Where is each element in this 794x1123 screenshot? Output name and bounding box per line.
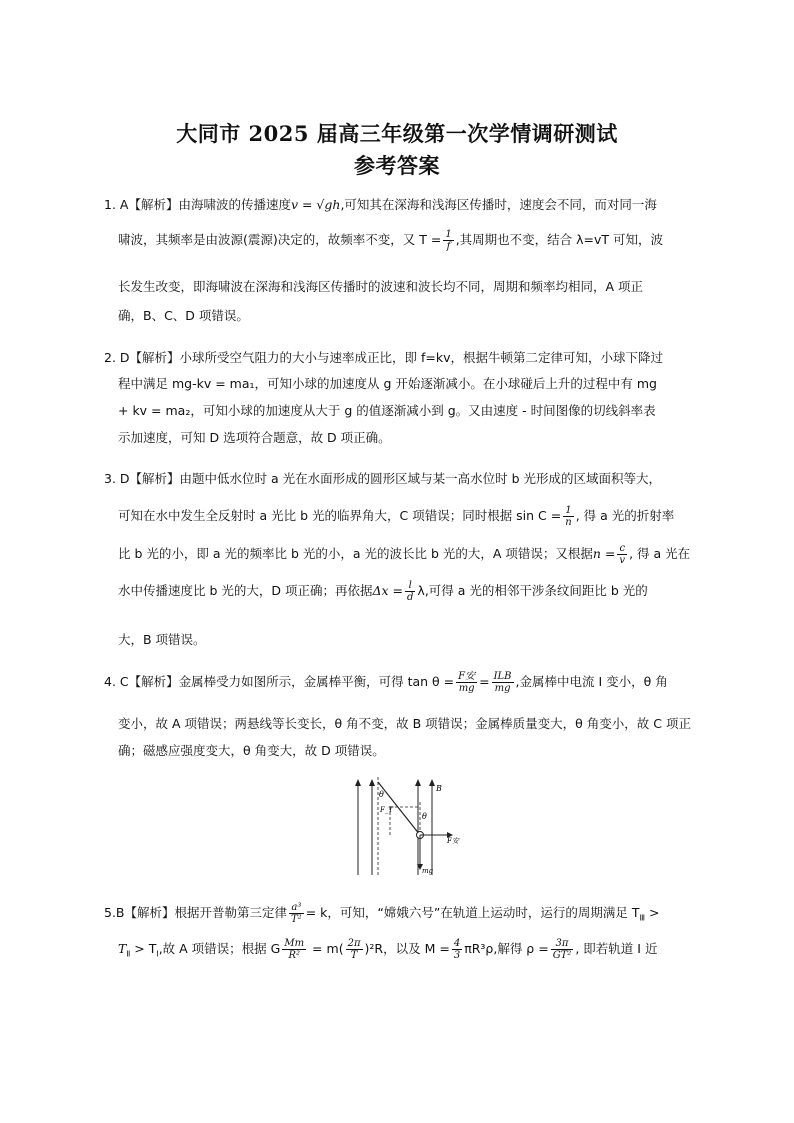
fraction: $\frac{1}{n}$ — [565, 505, 572, 528]
q5-text: = k，可知，“嫦娥六号”在轨道上运动时，运行的周期满足 T — [305, 905, 640, 920]
q4-text: ,金属棒中电流 I 变小，θ 角 — [515, 674, 668, 689]
page-title: 大同市 2025 届高三年级第一次学情调研测试 — [176, 121, 618, 146]
q1-text: ,其周期也不变，结合 λ=vT 可知，波 — [455, 232, 664, 247]
q3-text: , 得 a 光在 — [629, 546, 691, 561]
fraction: $\frac{2\pi}{T}$ — [347, 938, 361, 961]
subscript: Ⅰ — [156, 949, 159, 959]
page-subtitle: 参考答案 — [354, 153, 440, 178]
label-theta: θ — [422, 812, 427, 821]
fraction: $\frac{\text{a³}}{\text{T²}}$ — [291, 902, 302, 925]
fraction: $\frac{4}{3}$ — [453, 938, 461, 961]
q2-line-2: 程中满足 mg-kv = ma₁，可知小球的加速度从 g 开始逐渐减小。在小球碰后上升的过程中有 mg — [118, 376, 657, 391]
q3-text: 可知在水中发生全反射时 a 光比 b 光的临界角大，C 项错误；同时根据 sin C = — [118, 508, 562, 523]
label-mg: mg — [422, 867, 434, 875]
formula-v: v = √gh — [290, 197, 341, 212]
q1-text: 1. A【解析】由海啸波的传播速度 — [104, 197, 291, 212]
q4-line-3: 确；磁感应强度变大，θ 角变大，故 D 项错误。 — [118, 743, 385, 758]
q2-line-3: + kv = ma₂，可知小球的加速度从大于 g 的值逐渐减小到 g。又由速度 - 时间图像的切线斜率表 — [118, 403, 656, 418]
q3-line-4 — [118, 580, 648, 603]
fraction: $\frac{3\pi}{\text{GT²}}$ — [552, 938, 572, 961]
fraction: $\frac{1}{f}$ — [445, 229, 452, 252]
q5-text: > — [644, 905, 660, 920]
q3-line-1: 3. D【解析】由题中低水位时 a 光在水面形成的圆形区域与某一高水位时 b 光形成的区域面积等大， — [104, 471, 662, 486]
q5-text: R，以及 M = — [374, 941, 450, 956]
label-theta: θ — [379, 790, 384, 799]
arrow-head — [369, 779, 375, 786]
formula-dx: Δx = — [372, 583, 404, 598]
label-fan: F安 — [447, 837, 459, 845]
q1-line-3: 长发生改变，即海啸波在深海和浅海区传播时的波速和波长均不同，周期和频率均相同，A 项正 — [118, 279, 644, 294]
q4-text: 4. C【解析】金属棒受力如图所示，金属棒平衡，可得 tan θ = — [104, 674, 455, 689]
equals: = — [479, 674, 490, 689]
arrow-head — [429, 779, 435, 786]
q5-text: 5.B【解析】根据开普勒第三定律 — [104, 905, 288, 920]
q3-line-5: 大，B 项错误。 — [118, 632, 206, 647]
q2-line-4: 示加速度，可知 D 选项符合题意，故 D 项正确。 — [118, 430, 391, 445]
q3-text: 比 b 光的小，即 a 光的频率比 b 光的小，a 光的波长比 b 光的大，A 项错误；又根据 — [118, 546, 593, 561]
arrow-head — [355, 779, 361, 786]
q1-line-1 — [104, 195, 657, 215]
q3-text: λ,可得 a 光的相邻干涉条纹间距比 b 光的 — [417, 583, 648, 598]
q1-line-4: 确，B、C、D 项错误。 — [118, 308, 249, 323]
subscript: Ⅱ — [126, 949, 131, 959]
label-ft: F_T — [380, 806, 394, 814]
q5-text: T — [118, 941, 127, 956]
q5-text: > T — [130, 941, 157, 956]
arrow-head — [415, 779, 421, 786]
q3-text: , 得 a 光的折射率 — [575, 508, 675, 523]
q1-text: 啸波，其频率是由波源(震源)决定的，故频率不变，又 T = — [118, 232, 442, 247]
q3-line-2 — [118, 505, 674, 528]
fraction: $\frac{Mm}{\text{R²}}$ — [284, 938, 305, 961]
fraction: $\frac{l}{d}$ — [407, 580, 414, 603]
q5-text: , 即若轨道 Ⅰ 近 — [575, 941, 658, 956]
q3-line-3 — [118, 543, 690, 566]
formula-n: n = — [592, 546, 616, 561]
subscript: Ⅲ — [639, 913, 645, 923]
q1-line-2 — [118, 229, 663, 252]
q5-line-1 — [104, 902, 659, 929]
force-diagram — [350, 777, 466, 877]
paren: ( — [338, 941, 344, 956]
fraction: $\frac{c}{v}$ — [619, 543, 626, 566]
q4-line-2: 变小，故 A 项错误；两悬线等长变长，θ 角不变，故 B 项错误；金属棒质量变大，θ 角变小，故 C 项正 — [118, 716, 691, 731]
paren: )² — [364, 941, 375, 956]
q2-line-1: 2. D【解析】小球所受空气阻力的大小与速率成正比，即 f=kv，根据牛顿第二定律可知，小球下降过 — [104, 350, 664, 365]
q3-text: 水中传播速度比 b 光的大，D 项正确；再依据 — [118, 583, 373, 598]
q5-text: = m — [308, 941, 339, 956]
q5-line-2 — [118, 938, 657, 965]
q5-text: πR³ρ,解得 ρ = — [464, 941, 549, 956]
label-b: B — [436, 784, 442, 793]
q1-text: ,可知其在深海和浅海区传播时，速度会不同，而对同一海 — [340, 197, 657, 212]
fraction: $\frac{\text{F安}}{mg}$ — [458, 671, 476, 694]
q5-text: ,故 A 项错误；根据 G — [158, 941, 281, 956]
fraction: $\frac{\text{ILB}}{mg}$ — [493, 671, 512, 694]
q4-line-1 — [104, 671, 668, 694]
